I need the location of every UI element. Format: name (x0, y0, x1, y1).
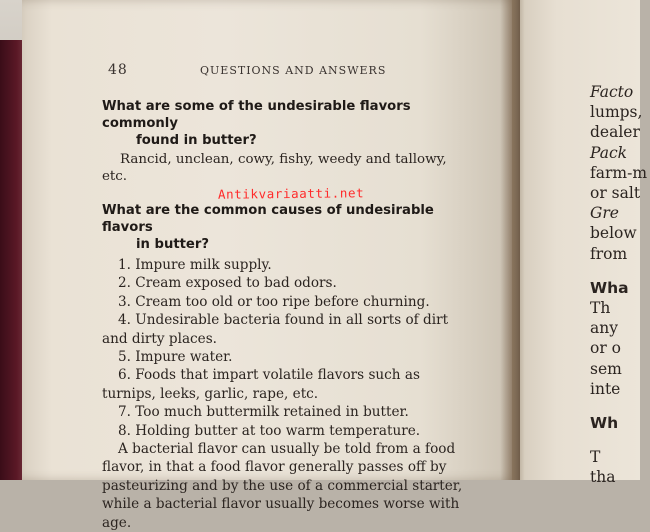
right-line: Gre (590, 204, 619, 223)
right-line: Wh (590, 414, 619, 433)
right-line: Wha (590, 278, 629, 297)
list-item: 8. Holding butter at too warm temperature. (118, 422, 421, 439)
question-1-line-2: found in butter? (136, 133, 257, 148)
list-item: 1. Impure milk supply. (118, 257, 272, 273)
watermark: Antikvariaatti.net (217, 185, 365, 202)
answer-1 (102, 151, 474, 185)
right-line: below (590, 224, 637, 243)
right-gap (590, 399, 650, 413)
right-line: from (590, 244, 628, 263)
list-item-continuation: turnips, leeks, garlic, rape, etc. (102, 385, 319, 402)
right-line: farm-m (590, 163, 648, 182)
book-gutter (500, 0, 520, 480)
running-head: QUESTIONS AND ANSWERS (200, 64, 387, 77)
right-gap (590, 433, 650, 447)
right-line: sem (590, 359, 622, 378)
page-number: 48 (108, 62, 128, 78)
right-gap (590, 264, 650, 278)
question-2-line-2: in butter? (136, 237, 210, 252)
list-item: 7. Too much buttermilk retained in butter. (118, 404, 409, 421)
page-header (102, 60, 474, 80)
question-2 (102, 202, 474, 253)
paragraph-line: flavor, in that a food flavor generally passes off by (102, 459, 447, 476)
right-line: or salt (590, 184, 641, 203)
question-2-line-1: What are the common causes of undesirable flavors (102, 203, 434, 235)
right-page-text (590, 82, 650, 488)
question-1-line-1: What are some of the undesirable flavors commonly (102, 99, 411, 131)
list-item: 6. Foods that impart volatile flavors such as (118, 367, 420, 384)
right-line: any (590, 319, 618, 338)
right-line: dealer (590, 123, 640, 142)
right-line: inte (590, 379, 621, 398)
list-item: 3. Cream too old or too ripe before churning. (118, 293, 430, 310)
right-line: Facto (590, 83, 634, 101)
paragraph-line: age. (102, 514, 132, 531)
causes-list (102, 256, 474, 532)
paragraph-line: while a bacterial flavor usually becomes worse with (102, 496, 460, 513)
right-line: T (590, 448, 601, 467)
right-line: tha (590, 468, 616, 487)
question-1 (102, 98, 474, 149)
right-line: lumps, (590, 103, 643, 122)
answer-1-line-2: etc. (102, 169, 128, 184)
paragraph-line: A bacterial flavor can usually be told from a food (118, 441, 456, 458)
paragraph-line: pasteurizing and by the use of a commercial starter, (102, 477, 463, 494)
answer-1-line-1: Rancid, unclean, cowy, fishy, weedy and tallowy, (120, 152, 447, 167)
list-item: 2. Cream exposed to bad odors. (118, 275, 337, 292)
list-item: 4. Undesirable bacteria found in all sorts of dirt (118, 312, 449, 329)
right-line: Th (590, 299, 611, 318)
list-item: 5. Impure water. (118, 349, 233, 366)
left-page-text (102, 60, 474, 532)
right-line: or o (590, 339, 621, 358)
right-line: Pack (590, 143, 628, 162)
list-item-continuation: and dirty places. (102, 330, 218, 347)
